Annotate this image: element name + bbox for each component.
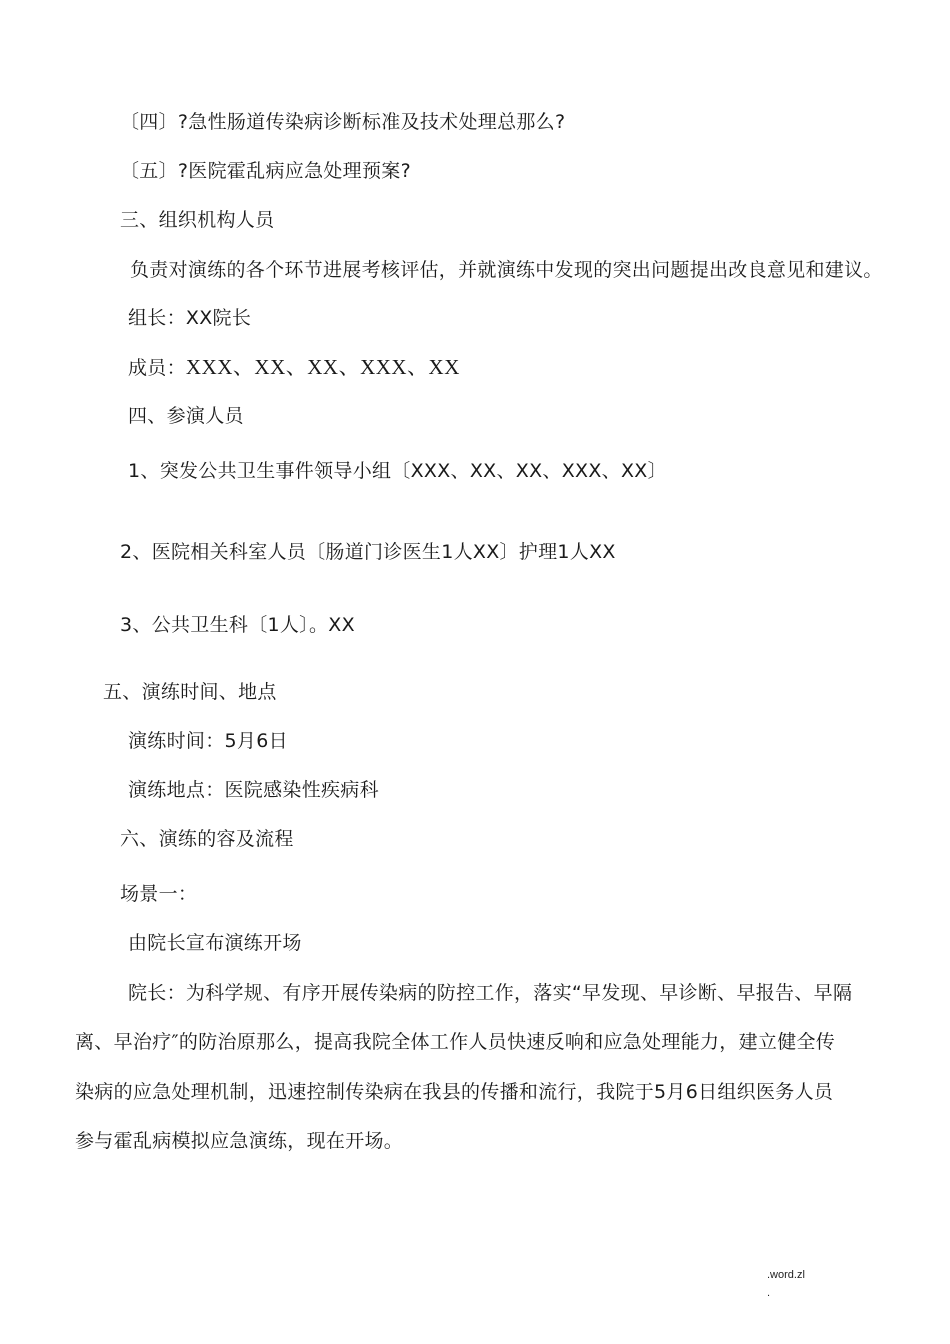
section-heading-3: 三、组织机构人员 (120, 209, 275, 231)
section-heading-5: 五、演练时间、地点 (103, 681, 277, 703)
members-line (128, 355, 460, 380)
scene-opening: 由院长宣布演练开场 (128, 932, 302, 954)
members-label: 成员： (128, 357, 186, 379)
drill-time: 演练时间：5月6日 (128, 730, 288, 752)
members-value: XXX、XX、XX、XXX、XX (185, 355, 460, 379)
list-item-4: 〔四〕?急性肠道传染病诊断标准及技术处理总那么? (120, 111, 566, 133)
section-heading-4: 四、参演人员 (128, 405, 244, 427)
scene-heading: 场景一： (120, 883, 198, 905)
participant-item-1: 1、突发公共卫生事件领导小组〔XXX、XX、XX、XXX、XX〕 (128, 460, 667, 482)
leader-value: XX院长 (185, 307, 252, 329)
paragraph-org: 负责对演练的各个环节进展考核评估，并就演练中发现的突出问题提出改良意见和建议。 (130, 259, 883, 281)
paragraph-line-1: 院长：为科学规、有序开展传染病的防控工作，落实“早发现、早诊断、早报告、早隔 (128, 982, 853, 1004)
list-item-5: 〔五〕?医院霍乱病应急处理预案? (120, 160, 411, 182)
participant-item-3: 3、公共卫生科〔1人〕。XX (120, 614, 355, 636)
participant-item-2: 2、医院相关科室人员〔肠道门诊医生1人XX〕护理1人XX (120, 541, 616, 563)
paragraph-line-3: 染病的应急处理机制，迅速控制传染病在我县的传播和流行，我院于5月6日组织医务人员 (75, 1081, 834, 1103)
drill-place: 演练地点：医院感染性疾病科 (128, 779, 379, 801)
section-heading-6: 六、演练的容及流程 (120, 828, 294, 850)
leader-label: 组长： (128, 307, 186, 329)
leader-line (128, 306, 251, 330)
footer-dot: . (767, 1287, 771, 1299)
footer-mark: .word.zl (767, 1269, 805, 1281)
paragraph-line-4: 参与霍乱病模拟应急演练，现在开场。 (75, 1130, 404, 1152)
paragraph-line-2: 离、早治疗″的防治原那么，提高我院全体工作人员快速反响和应急处理能力，建立健全传 (75, 1031, 836, 1053)
